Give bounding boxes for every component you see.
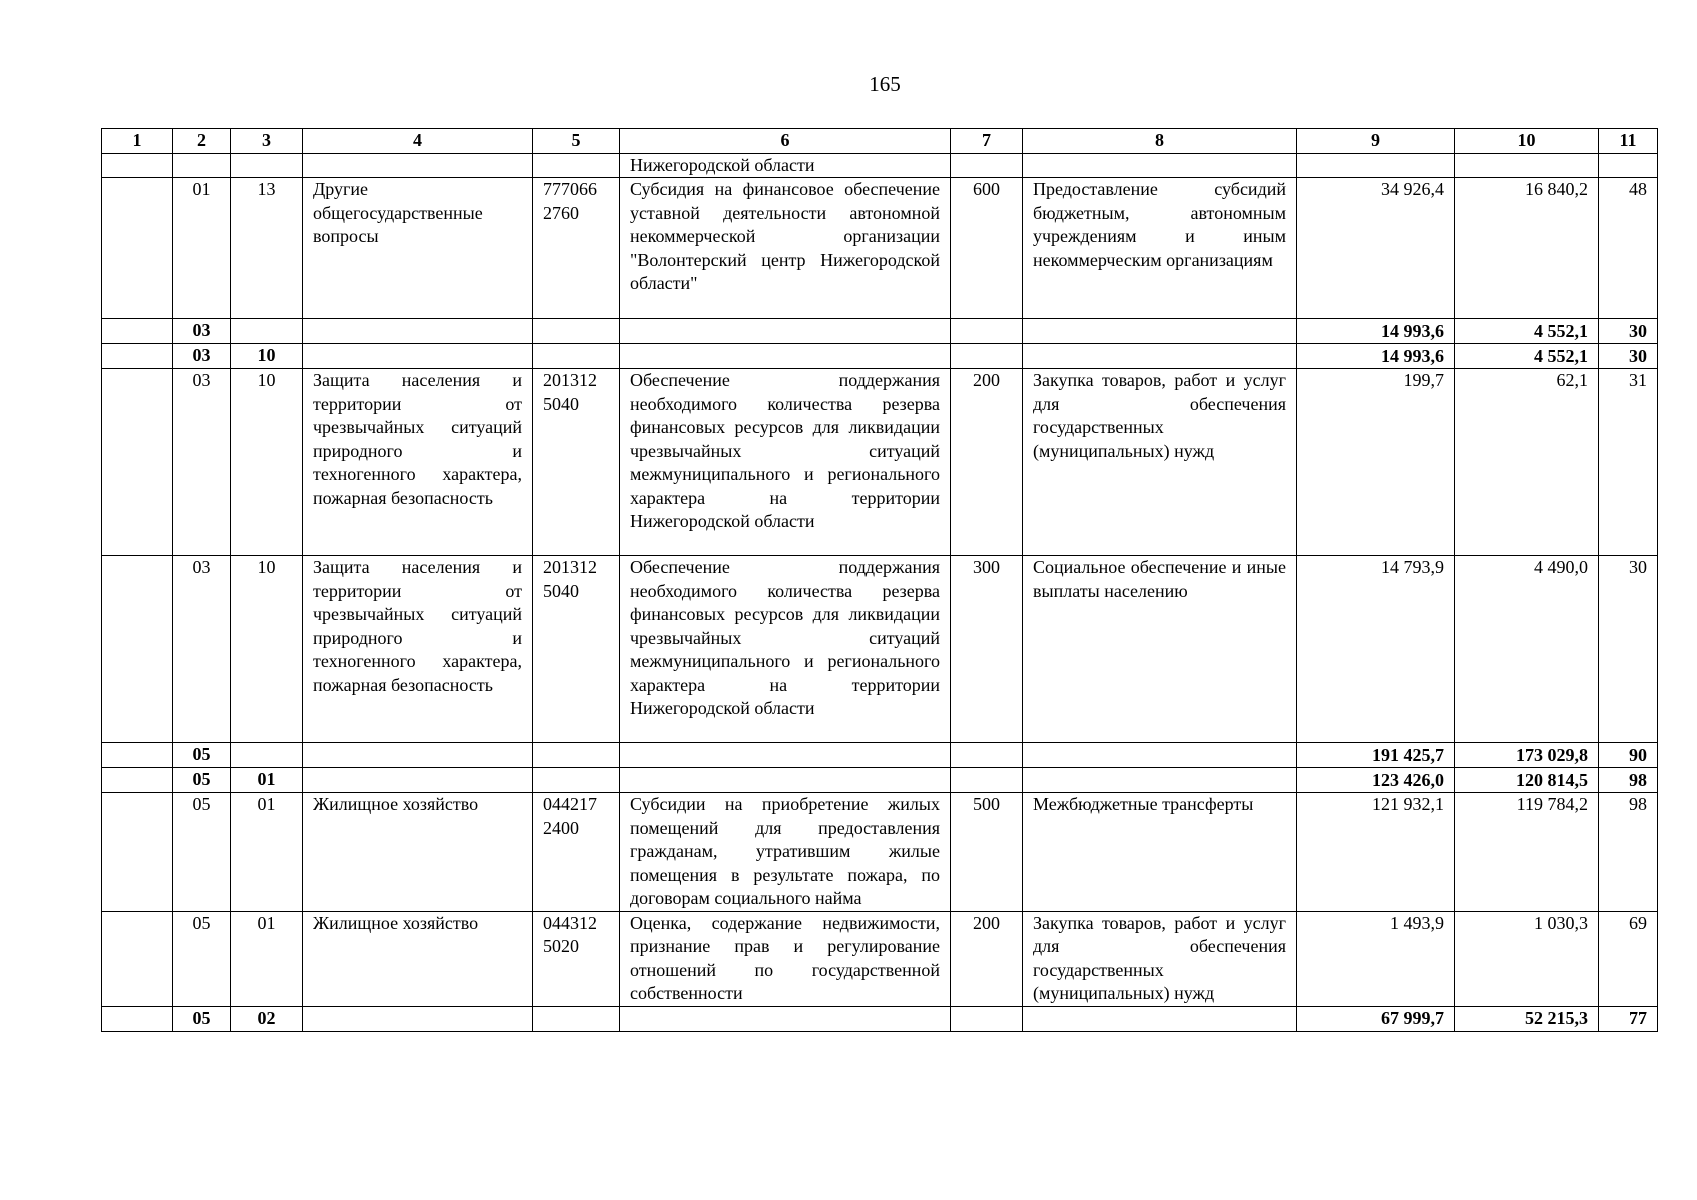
cell-col6 bbox=[620, 1006, 951, 1031]
cell-description: Субсидия на финансовое обеспечение уставной деятельности автономной некоммерческой организации "Волонтерский центр Нижегородской области" bbox=[620, 178, 951, 319]
cell-section: 03 bbox=[173, 344, 231, 369]
cell-expense-code: 500 bbox=[951, 793, 1023, 912]
column-header: 3 bbox=[231, 129, 303, 154]
cell-col7 bbox=[951, 153, 1023, 178]
column-header: 11 bbox=[1599, 129, 1658, 154]
cell-actual: 4 552,1 bbox=[1455, 319, 1599, 344]
cell-actual: 62,1 bbox=[1455, 369, 1599, 556]
total-row bbox=[102, 743, 1658, 768]
cell-actual: 120 814,5 bbox=[1455, 768, 1599, 793]
total-row bbox=[102, 344, 1658, 369]
column-header: 7 bbox=[951, 129, 1023, 154]
cell-col6 bbox=[620, 743, 951, 768]
cell-section: 03 bbox=[173, 369, 231, 556]
cell-planned: 123 426,0 bbox=[1297, 768, 1455, 793]
cell-col1 bbox=[102, 369, 173, 556]
column-header: 10 bbox=[1455, 129, 1599, 154]
cell-col8 bbox=[1023, 743, 1297, 768]
total-row bbox=[102, 319, 1658, 344]
cell-expense-type: Межбюджетные трансферты bbox=[1023, 793, 1297, 912]
cell-col1 bbox=[102, 743, 173, 768]
cell-col9 bbox=[1297, 153, 1455, 178]
total-row bbox=[102, 1006, 1658, 1031]
cell-percent: 30 bbox=[1599, 319, 1658, 344]
cell-planned: 14 793,9 bbox=[1297, 556, 1455, 743]
cell-target-code: 777066 2760 bbox=[533, 178, 620, 319]
cell-col1 bbox=[102, 556, 173, 743]
column-header: 4 bbox=[303, 129, 533, 154]
cell-col7 bbox=[951, 768, 1023, 793]
cell-planned: 1 493,9 bbox=[1297, 911, 1455, 1006]
cell-col7 bbox=[951, 743, 1023, 768]
cell-subsection: 01 bbox=[231, 768, 303, 793]
cell-actual: 16 840,2 bbox=[1455, 178, 1599, 319]
cell-col5 bbox=[533, 319, 620, 344]
cell-col8 bbox=[1023, 768, 1297, 793]
cell-percent: 30 bbox=[1599, 556, 1658, 743]
cell-col8 bbox=[1023, 344, 1297, 369]
cell-col4 bbox=[303, 344, 533, 369]
cell-percent: 90 bbox=[1599, 743, 1658, 768]
cell-description: Обеспечение поддержания необходимого количества резерва финансовых ресурсов для ликвидации чрезвычайных ситуаций межмуниципального и регионального характера на территории Нижегородской области bbox=[620, 556, 951, 743]
cell-actual: 119 784,2 bbox=[1455, 793, 1599, 912]
cell-subsection: 10 bbox=[231, 556, 303, 743]
cell-expense-code: 200 bbox=[951, 369, 1023, 556]
cell-col5 bbox=[533, 768, 620, 793]
cell-percent: 69 bbox=[1599, 911, 1658, 1006]
cell-planned: 121 932,1 bbox=[1297, 793, 1455, 912]
cell-col5 bbox=[533, 743, 620, 768]
cell-section-name: Другие общегосударственные вопросы bbox=[303, 178, 533, 319]
cell-description: Оценка, содержание недвижимости, признание прав и регулирование отношений по государственной собственности bbox=[620, 911, 951, 1006]
cell-col6 bbox=[620, 768, 951, 793]
table-row bbox=[102, 911, 1658, 1006]
cell-col4 bbox=[303, 153, 533, 178]
cell-planned: 14 993,6 bbox=[1297, 344, 1455, 369]
cell-col1 bbox=[102, 153, 173, 178]
column-header: 2 bbox=[173, 129, 231, 154]
cell-section-name: Жилищное хозяйство bbox=[303, 793, 533, 912]
cell-col6: Нижегородской области bbox=[620, 153, 951, 178]
cell-section: 03 bbox=[173, 319, 231, 344]
column-header: 8 bbox=[1023, 129, 1297, 154]
table-row bbox=[102, 793, 1658, 912]
cell-expense-type: Закупка товаров, работ и услуг для обеспечения государственных (муниципальных) нужд bbox=[1023, 369, 1297, 556]
cell-section-name: Жилищное хозяйство bbox=[303, 911, 533, 1006]
cell-actual: 173 029,8 bbox=[1455, 743, 1599, 768]
cell-col6 bbox=[620, 319, 951, 344]
cell-col4 bbox=[303, 743, 533, 768]
cell-subsection: 02 bbox=[231, 1006, 303, 1031]
cell-col2 bbox=[173, 153, 231, 178]
cell-description: Обеспечение поддержания необходимого количества резерва финансовых ресурсов для ликвидации чрезвычайных ситуаций межмуниципального и регионального характера на территории Нижегородской области bbox=[620, 369, 951, 556]
cell-col10 bbox=[1455, 153, 1599, 178]
cell-target-code: 044217 2400 bbox=[533, 793, 620, 912]
cell-section-name: Защита населения и территории от чрезвычайных ситуаций природного и техногенного характера, пожарная безопасность bbox=[303, 556, 533, 743]
budget-table bbox=[101, 128, 1658, 1032]
cell-col6 bbox=[620, 344, 951, 369]
cell-target-code: 201312 5040 bbox=[533, 556, 620, 743]
cell-section-name: Защита населения и территории от чрезвычайных ситуаций природного и техногенного характера, пожарная безопасность bbox=[303, 369, 533, 556]
cell-col1 bbox=[102, 793, 173, 912]
table-row bbox=[102, 369, 1658, 556]
cell-expense-type: Закупка товаров, работ и услуг для обеспечения государственных (муниципальных) нужд bbox=[1023, 911, 1297, 1006]
cell-percent: 31 bbox=[1599, 369, 1658, 556]
page-number: 165 bbox=[869, 72, 901, 96]
cell-expense-code: 300 bbox=[951, 556, 1023, 743]
header-row bbox=[102, 129, 1658, 154]
cell-col7 bbox=[951, 344, 1023, 369]
table-row bbox=[102, 153, 1658, 178]
cell-col1 bbox=[102, 1006, 173, 1031]
cell-col4 bbox=[303, 319, 533, 344]
cell-actual: 1 030,3 bbox=[1455, 911, 1599, 1006]
cell-col7 bbox=[951, 319, 1023, 344]
cell-percent: 98 bbox=[1599, 768, 1658, 793]
cell-percent: 98 bbox=[1599, 793, 1658, 912]
cell-col8 bbox=[1023, 1006, 1297, 1031]
cell-actual: 4 490,0 bbox=[1455, 556, 1599, 743]
cell-col3 bbox=[231, 153, 303, 178]
cell-col1 bbox=[102, 768, 173, 793]
cell-planned: 67 999,7 bbox=[1297, 1006, 1455, 1031]
cell-actual: 52 215,3 bbox=[1455, 1006, 1599, 1031]
cell-col4 bbox=[303, 768, 533, 793]
cell-expense-code: 200 bbox=[951, 911, 1023, 1006]
cell-subsection: 10 bbox=[231, 369, 303, 556]
cell-planned: 191 425,7 bbox=[1297, 743, 1455, 768]
column-header: 6 bbox=[620, 129, 951, 154]
cell-col5 bbox=[533, 1006, 620, 1031]
cell-col8 bbox=[1023, 319, 1297, 344]
cell-section: 03 bbox=[173, 556, 231, 743]
cell-percent: 77 bbox=[1599, 1006, 1658, 1031]
cell-planned: 34 926,4 bbox=[1297, 178, 1455, 319]
cell-col7 bbox=[951, 1006, 1023, 1031]
table-row bbox=[102, 556, 1658, 743]
cell-col1 bbox=[102, 178, 173, 319]
table-row bbox=[102, 178, 1658, 319]
cell-col4 bbox=[303, 1006, 533, 1031]
cell-section: 05 bbox=[173, 1006, 231, 1031]
cell-col1 bbox=[102, 344, 173, 369]
cell-target-code: 044312 5020 bbox=[533, 911, 620, 1006]
cell-col1 bbox=[102, 911, 173, 1006]
cell-section: 05 bbox=[173, 911, 231, 1006]
cell-expense-type: Предоставление субсидий бюджетным, автономным учреждениям и иным некоммерческим организациям bbox=[1023, 178, 1297, 319]
cell-expense-type: Социальное обеспечение и иные выплаты населению bbox=[1023, 556, 1297, 743]
cell-actual: 4 552,1 bbox=[1455, 344, 1599, 369]
cell-planned: 199,7 bbox=[1297, 369, 1455, 556]
cell-description: Субсидии на приобретение жилых помещений для предоставления гражданам, утратившим жилые помещения в результате пожара, по договорам социального найма bbox=[620, 793, 951, 912]
cell-col5 bbox=[533, 153, 620, 178]
cell-subsection: 01 bbox=[231, 793, 303, 912]
cell-subsection: 01 bbox=[231, 911, 303, 1006]
cell-expense-code: 600 bbox=[951, 178, 1023, 319]
cell-planned: 14 993,6 bbox=[1297, 319, 1455, 344]
cell-target-code: 201312 5040 bbox=[533, 369, 620, 556]
total-row bbox=[102, 768, 1658, 793]
column-header: 9 bbox=[1297, 129, 1455, 154]
cell-section: 05 bbox=[173, 768, 231, 793]
cell-col1 bbox=[102, 319, 173, 344]
cell-percent: 30 bbox=[1599, 344, 1658, 369]
cell-subsection bbox=[231, 319, 303, 344]
column-header: 5 bbox=[533, 129, 620, 154]
cell-percent: 48 bbox=[1599, 178, 1658, 319]
cell-section: 05 bbox=[173, 743, 231, 768]
cell-section: 01 bbox=[173, 178, 231, 319]
cell-subsection: 10 bbox=[231, 344, 303, 369]
cell-subsection: 13 bbox=[231, 178, 303, 319]
cell-subsection bbox=[231, 743, 303, 768]
cell-section: 05 bbox=[173, 793, 231, 912]
column-header: 1 bbox=[102, 129, 173, 154]
cell-col11 bbox=[1599, 153, 1658, 178]
cell-col8 bbox=[1023, 153, 1297, 178]
cell-col5 bbox=[533, 344, 620, 369]
